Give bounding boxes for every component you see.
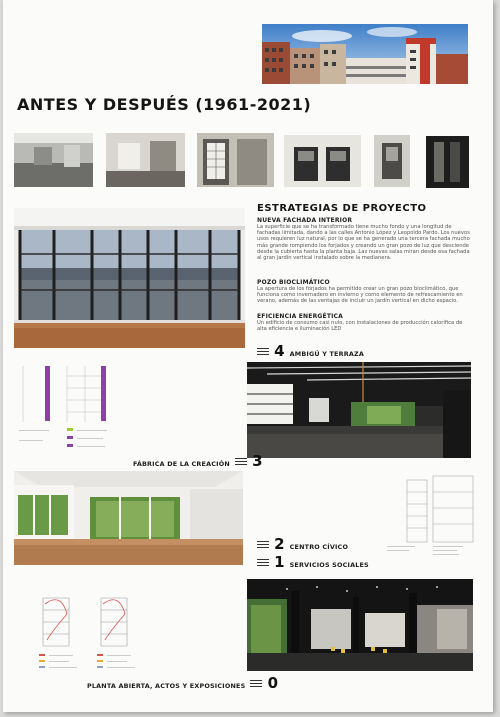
before-photo-4 <box>284 135 361 187</box>
floor-name: AMBIGÚ Y TERRAZA <box>289 350 364 358</box>
ambigu-interior-photo <box>247 362 471 458</box>
floor-4-label <box>257 341 364 360</box>
page-title: ANTES Y DESPUÉS (1961-2021) <box>17 95 312 114</box>
building-exterior-photo <box>262 24 468 84</box>
section-title: POZO BIOCLIMÁTICO <box>257 279 330 286</box>
before-photo-6 <box>426 136 469 188</box>
floor-stack-icon <box>257 540 269 550</box>
section-diagram-2 <box>383 470 477 560</box>
floor-name: CENTRO CÍVICO <box>289 543 349 551</box>
floor-number: 4 <box>274 342 285 360</box>
strategies-heading: ESTRATEGIAS DE PROYECTO <box>257 203 427 214</box>
floor-number: 1 <box>274 553 285 571</box>
interior-facade-photo <box>14 208 245 348</box>
section-title: NUEVA FACHADA INTERIOR <box>257 217 353 224</box>
floor-name: PLANTA ABIERTA, ACTOS Y EXPOSICIONES <box>87 682 246 690</box>
section-body: Un edificio de consumo casi nulo, con instalaciones de producción calorífica de alta eficiencia e iluminación LED <box>257 320 463 333</box>
section-body: La apertura de los forjados ha permitido crear un gran pozo bioclimático, que funciona como invernadero en invierno y como elemento de refrescamiento en verano, además de las ventajas de incluir un jardín vertical en dicho espacio. <box>257 286 463 305</box>
before-photo-5 <box>374 135 410 187</box>
before-photo-1 <box>14 133 93 187</box>
section-diagram-1 <box>15 362 135 457</box>
open-floor-photo <box>247 579 473 671</box>
floor-2-label <box>257 534 348 553</box>
floor-name: FÁBRICA DE LA CREACIÓN <box>133 460 230 468</box>
floor-3-label <box>133 451 263 470</box>
floor-1-label <box>257 552 369 571</box>
section-diagram-3 <box>31 574 161 674</box>
floor-stack-icon <box>250 679 262 689</box>
section-title: EFICIENCIA ENERGÉTICA <box>257 313 343 320</box>
floor-name: SERVICIOS SOCIALES <box>289 561 369 569</box>
before-photo-2 <box>106 133 185 187</box>
before-photo-3 <box>197 133 274 187</box>
floor-stack-icon <box>257 558 269 568</box>
floor-number: 3 <box>252 452 263 470</box>
poster-board <box>3 0 493 712</box>
floor-number: 2 <box>274 535 285 553</box>
floor-stack-icon <box>257 347 269 357</box>
section-body: La superficie que se ha transformado tiene mucho fondo y una longitud de fachadas limitada, dando a las calles Antonio López y Leopoldo Pardo. Los nuevos usos requieren luz natural, por lo que se ha generado una tercera fachada mucho más grande rompiendo los forjados y creando un gran pozo de luz que desciende desde la cubierta hasta la planta baja. Las nuevas salas miran desde esa fachada al gran jardín vertical instalado sobre la medianera. <box>257 224 470 262</box>
creation-factory-photo <box>14 471 243 565</box>
floor-stack-icon <box>235 457 247 467</box>
floor-number: 0 <box>267 674 278 692</box>
floor-0-label <box>87 673 278 692</box>
